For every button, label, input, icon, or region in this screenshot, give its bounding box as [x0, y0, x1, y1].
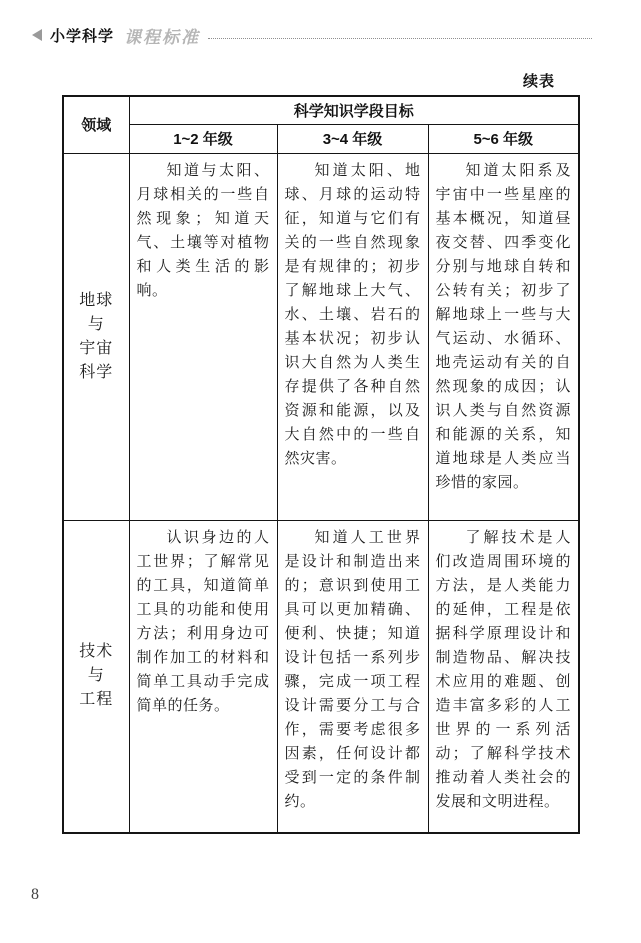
- domain-label-tech-engineering: [63, 520, 129, 833]
- page-header: [32, 24, 592, 46]
- column-header-domain: 领域: [63, 96, 129, 153]
- table-row-tech-engineering: [63, 520, 579, 833]
- column-header-grade-1-2: 1~2 年级: [129, 124, 277, 153]
- goal-cell-tech-grade-1-2: 认识身边的人工世界；了解常见的工具，知道简单工具的功能和使用方法；利用身边可制作加工的材料和简单工具动手完成简单的任务。: [129, 520, 277, 833]
- continued-table-label: 续表: [522, 73, 555, 90]
- domain-line: 工程: [79, 691, 114, 709]
- header-subtitle: 课程标准: [124, 27, 201, 47]
- goal-cell-tech-grade-5-6: 了解技术是人们改造周围环境的方法，是人类能力的延伸，工程是依据科学原理设计和制造物品、解决技术应用的难题、创造丰富多彩的人工世界的一系列活动；了解科学技术推动着人类社会的发展和文明进程。: [428, 520, 579, 833]
- column-header-grade-3-4: 3~4 年级: [277, 124, 428, 153]
- header-dotted-rule: [208, 38, 592, 39]
- domain-line: 宇宙: [79, 339, 114, 357]
- table-title-goal-stages: 科学知识学段目标: [129, 96, 579, 124]
- domain-line: 科学: [79, 363, 114, 381]
- goal-cell-earth-grade-3-4: 知道太阳、地球、月球的运动特征，知道与它们有关的一些自然现象是有规律的；初步了解地球上大气、水、土壤、岩石的基本状况；初步认识大自然为人类生存提供了各种自然资源和能源，以及大自然中的一些自然灾害。: [277, 153, 428, 520]
- goal-cell-earth-grade-1-2: 知道与太阳、月球相关的一些自然现象；知道天气、土壤等对植物和人类生活的影响。: [129, 153, 277, 520]
- grade-goals-table: [62, 95, 580, 834]
- column-header-grade-5-6: 5~6 年级: [428, 124, 579, 153]
- table-header-row-top: [63, 96, 579, 124]
- page-number: 8: [31, 886, 39, 903]
- domain-line: 地球: [79, 291, 114, 309]
- domain-line: 与: [87, 667, 105, 685]
- domain-label-earth-space: [63, 153, 129, 520]
- goal-cell-earth-grade-5-6: 知道太阳系及宇宙中一些星座的基本概况，知道昼夜交替、四季变化分别与地球自转和公转有关；初步了解地球上一些与大气运动、水循环、地壳运动有关的自然现象的成因；认识人类与自然资源和能源的关系，知道地球是人类应当珍惜的家园。: [428, 153, 579, 520]
- table-row-earth-space: [63, 153, 579, 520]
- goal-cell-tech-grade-3-4: 知道人工世界是设计和制造出来的；意识到使用工具可以更加精确、便利、快捷；知道设计包括一系列步骤，完成一项工程设计需要分工与合作，需要考虑很多因素，任何设计都受到一定的条件制约。: [277, 520, 428, 833]
- table-header-row-grades: [63, 124, 579, 153]
- domain-line: 技术: [79, 643, 114, 661]
- domain-line: 与: [87, 315, 105, 333]
- triangle-marker-icon: [32, 29, 42, 41]
- series-title: 小学科学: [50, 27, 115, 45]
